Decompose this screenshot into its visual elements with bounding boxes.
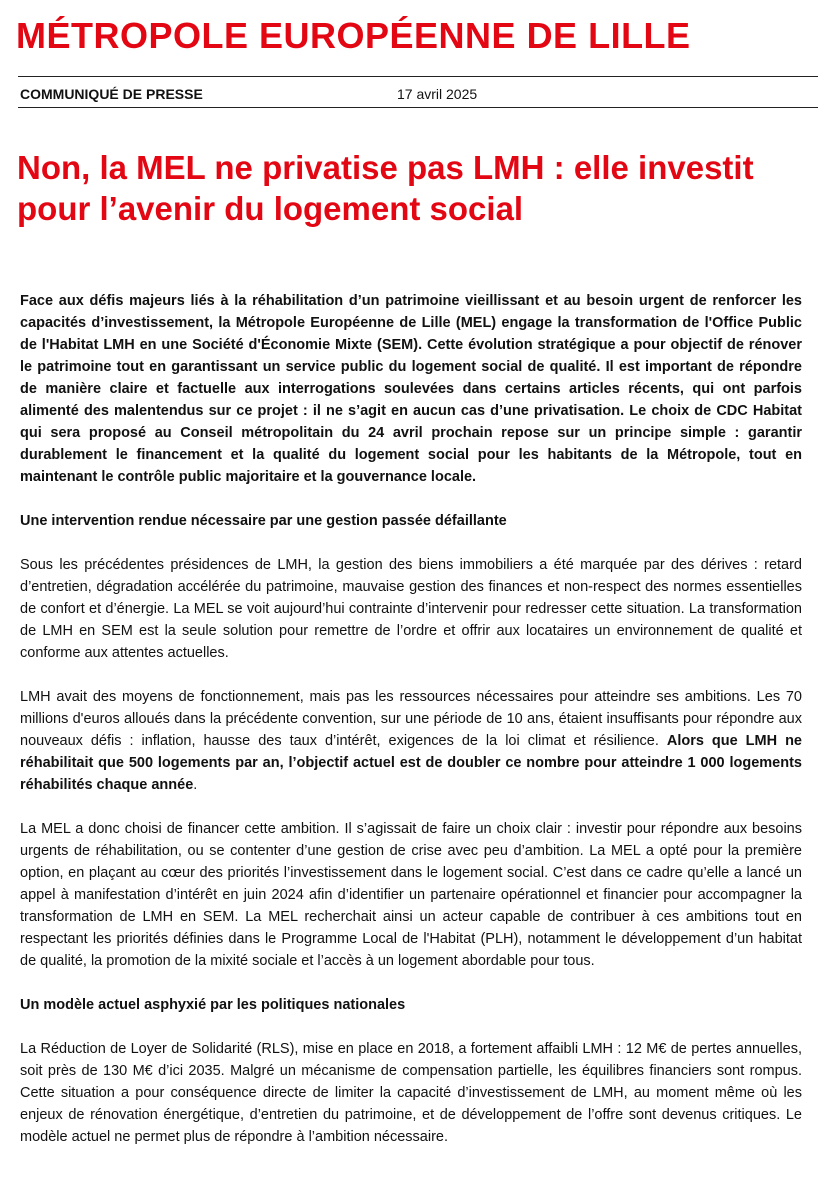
intro-paragraph: Face aux défis majeurs liés à la réhabilitation d’un patrimoine vieillissant et au besoin urgent de renforcer les capacités d’investissement, la Métropole Européenne de Lille (MEL) engage la transformation de l'Office Public de l'Habitat LMH en une Société d'Économie Mixte (SEM). Cette évolution stratégique a pour objectif de rénover le patrimoine tout en garantissant un service public du logement social de qualité. Il est important de répondre de manière claire et factuelle aux interrogations soulevées dans certains articles récents, qui ont parfois alimenté des malentendus sur ce projet : il ne s’agit en aucun cas d’une privatisation. Le choix de CDC Habitat qui sera proposé au Conseil métropolitain du 24 avril prochain repose sur un principe simple : garantir durablement le financement et la qualité du logement social pour les habitants de la Métropole, tout en maintenant le contrôle public majoritaire et la gouvernance locale.	[20, 293, 802, 485]
paragraph-management-failures: Sous les précédentes présidences de LMH, la gestion des biens immobiliers a été marquée par des dérives : retard d’entretien, dégradation accélérée du patrimoine, mauvaise gestion des finances et non-respect des normes essentielles de confort et d’énergie. La MEL se voit aujourd’hui contrainte d’intervenir pour redresser cette situation. La transformation de LMH en SEM est la seule solution pour remettre de l’ordre et offrir aux locataires un environnement de qualité et conforme aux attentes actuelles.	[20, 557, 802, 661]
page-title: Non, la MEL ne privatise pas LMH : elle investit pour l’avenir du logement social	[17, 149, 754, 227]
section-heading-2: Un modèle actuel asphyxié par les politiques nationales	[20, 997, 406, 1013]
article-body	[20, 290, 802, 1170]
header-bottom-rule	[18, 107, 818, 108]
paragraph-mel-choice: La MEL a donc choisi de financer cette ambition. Il s’agissait de faire un choix clair : investir pour répondre aux besoins urgents de réhabilitation, ou se contenter d’une gestion de crise avec peu d’ambition. La MEL a opté pour la première option, en plaçant au cœur des priorités l’investissement dans le logement social. C’est dans ce cadre qu’elle a lancé un appel à manifestation d’intérêt en juin 2024 afin d’identifier un partenaire opérationnel et financier pour accompagner la transformation de LMH en SEM. La MEL recherchait ainsi un acteur capable de contribuer à ces ambitions tout en respectant les priorités définies dans le Programme Local de l'Habitat (PLH), notamment le développement d’un habitat de qualité, la promotion de la mixité sociale et l’accès à un logement abordable pour tous.	[20, 821, 802, 969]
release-type-label: COMMUNIQUÉ DE PRESSE	[20, 86, 203, 102]
paragraph-end: .	[193, 777, 198, 793]
header-top-rule	[18, 76, 818, 77]
release-date: 17 avril 2025	[397, 86, 478, 102]
paragraph-funding-ambition	[20, 686, 802, 796]
highlighted-objective: Alors que LMH ne réhabilitait que 500 logements par an, l’objectif actuel est de doubler ce nombre pour atteindre 1 000 logements réhabilités chaque année	[20, 733, 802, 793]
paragraph-rls-impact: La Réduction de Loyer de Solidarité (RLS), mise en place en 2018, a fortement affaibli LMH : 12 M€ de pertes annuelles, soit près de 130 M€ d’ici 2035. Malgré un mécanisme de compensation partielle, les équilibres financiers sont rompus. Cette situation a pour conséquence directe de limiter la capacité d’investissement de LMH, au moment même où les enjeux de rénovation énergétique, d’entretien du patrimoine, et de développement de l’offre sont devenus critiques. Le modèle actuel ne permet plus de répondre à l’ambition nécessaire.	[20, 1041, 802, 1145]
section-heading-1: Une intervention rendue nécessaire par une gestion passée défaillante	[20, 513, 507, 529]
organization-name: MÉTROPOLE EUROPÉENNE DE LILLE	[16, 15, 691, 56]
paragraph-text: LMH avait des moyens de fonctionnement, mais pas les ressources nécessaires pour atteindre ses ambitions. Les 70 millions d'euros alloués dans la précédente convention, sur une période de 10 ans, étaient insuffisants pour répondre aux nouveaux défis : inflation, hausse des taux d’intérêt, exigences de la loi climat et résilience.	[20, 689, 802, 749]
